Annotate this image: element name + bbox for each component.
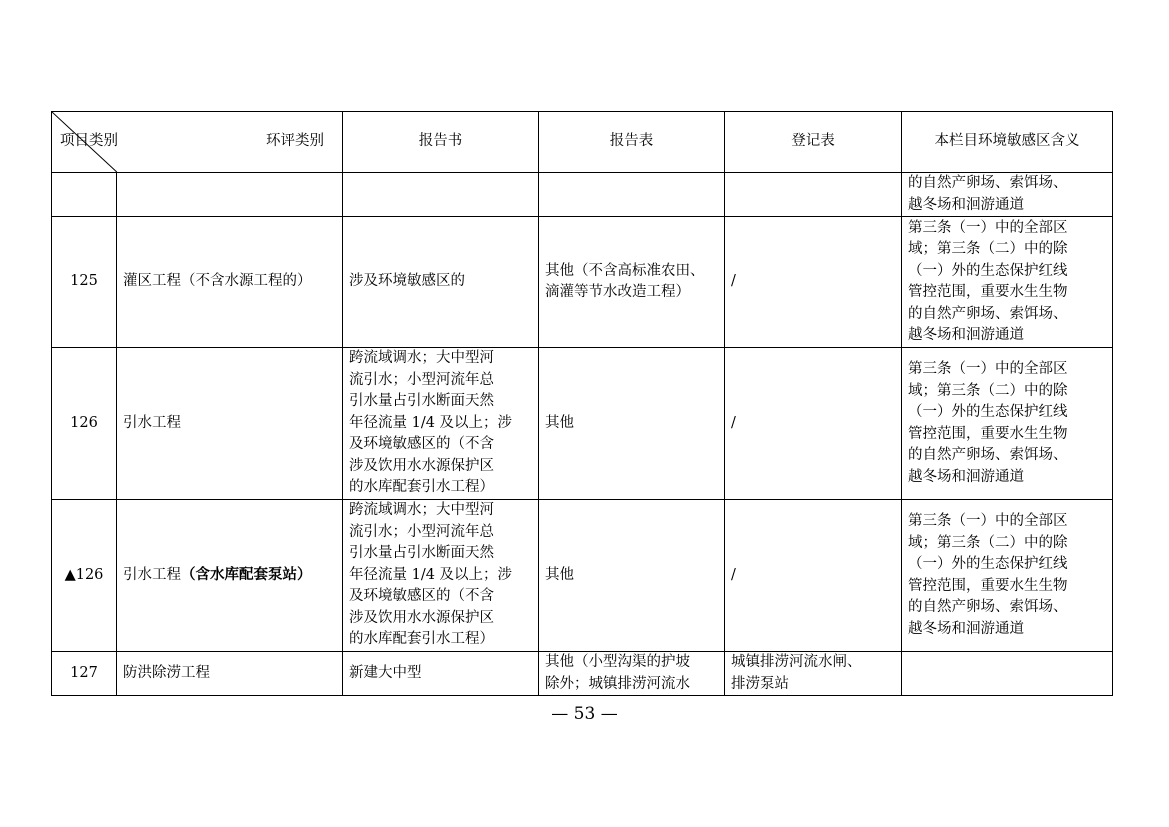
- row-sensitive-area: 的自然产卵场、索饵场、 越冬场和洄游通道: [902, 173, 1113, 217]
- row-sensitive-area: [902, 652, 1113, 696]
- table-header-row: [52, 112, 1113, 173]
- header-registration-form: 登记表: [725, 112, 902, 173]
- row-report-form: 其他: [539, 500, 725, 652]
- row-registration-form: /: [725, 217, 902, 348]
- row-registration-form: /: [725, 500, 902, 652]
- table-row: [52, 217, 1113, 348]
- eia-classification-table: [51, 111, 1113, 696]
- row-number: 125: [52, 217, 117, 348]
- header-eia-category: 环评类别: [266, 133, 324, 149]
- row-name: [117, 500, 343, 652]
- row-name-bold: （含水库配套泵站）: [181, 566, 312, 584]
- row-sensitive-area: 第三条（一）中的全部区 域；第三条（二）中的除 （一）外的生态保护红线 管控范围，重要水生生物 的自然产卵场、索饵场、 越冬场和洄游通道: [902, 348, 1113, 500]
- row-name: [117, 173, 343, 217]
- row-report-form: 其他（不含高标准农田、 滴灌等节水改造工程）: [539, 217, 725, 348]
- page-number: — 53 —: [551, 704, 618, 724]
- table-row: [52, 652, 1113, 696]
- row-report-book: 跨流域调水；大中型河 流引水；小型河流年总 引水量占引水断面天然 年径流量 1/4 及以上；涉 及环境敏感区的（不含 涉及饮用水水源保护区 的水库配套引水工程）: [343, 500, 539, 652]
- row-report-book: 新建大中型: [343, 652, 539, 696]
- table-row: [52, 173, 1113, 217]
- header-project-category: 项目类别: [60, 133, 118, 149]
- table-row: [52, 500, 1113, 652]
- header-report-form: 报告表: [539, 112, 725, 173]
- header-report-book: 报告书: [343, 112, 539, 173]
- row-registration-form: [725, 173, 902, 217]
- row-number: 126: [52, 348, 117, 500]
- row-number: 127: [52, 652, 117, 696]
- row-name: 防洪除涝工程: [117, 652, 343, 696]
- row-number: [52, 173, 117, 217]
- row-report-book: [343, 173, 539, 217]
- row-report-form: 其他（小型沟渠的护坡 除外；城镇排涝河流水: [539, 652, 725, 696]
- row-report-book: 跨流域调水；大中型河 流引水；小型河流年总 引水量占引水断面天然 年径流量 1/4 及以上；涉 及环境敏感区的（不含 涉及饮用水水源保护区 的水库配套引水工程）: [343, 348, 539, 500]
- row-report-form: [539, 173, 725, 217]
- table-row: [52, 348, 1113, 500]
- row-number: ▲126: [52, 500, 117, 652]
- row-sensitive-area: 第三条（一）中的全部区 域；第三条（二）中的除 （一）外的生态保护红线 管控范围，重要水生生物 的自然产卵场、索饵场、 越冬场和洄游通道: [902, 500, 1113, 652]
- row-registration-form: /: [725, 348, 902, 500]
- row-registration-form: 城镇排涝河流水闸、 排涝泵站: [725, 652, 902, 696]
- row-report-form: 其他: [539, 348, 725, 500]
- row-report-book: 涉及环境敏感区的: [343, 217, 539, 348]
- header-sensitive-area: 本栏目环境敏感区含义: [902, 112, 1113, 173]
- row-name: 引水工程: [117, 348, 343, 500]
- row-name: 灌区工程（不含水源工程的）: [117, 217, 343, 348]
- diagonal-header-cell: [52, 112, 343, 173]
- row-name-plain: 引水工程: [123, 567, 181, 584]
- row-sensitive-area: 第三条（一）中的全部区 域；第三条（二）中的除 （一）外的生态保护红线 管控范围，重要水生生物 的自然产卵场、索饵场、 越冬场和洄游通道: [902, 217, 1113, 348]
